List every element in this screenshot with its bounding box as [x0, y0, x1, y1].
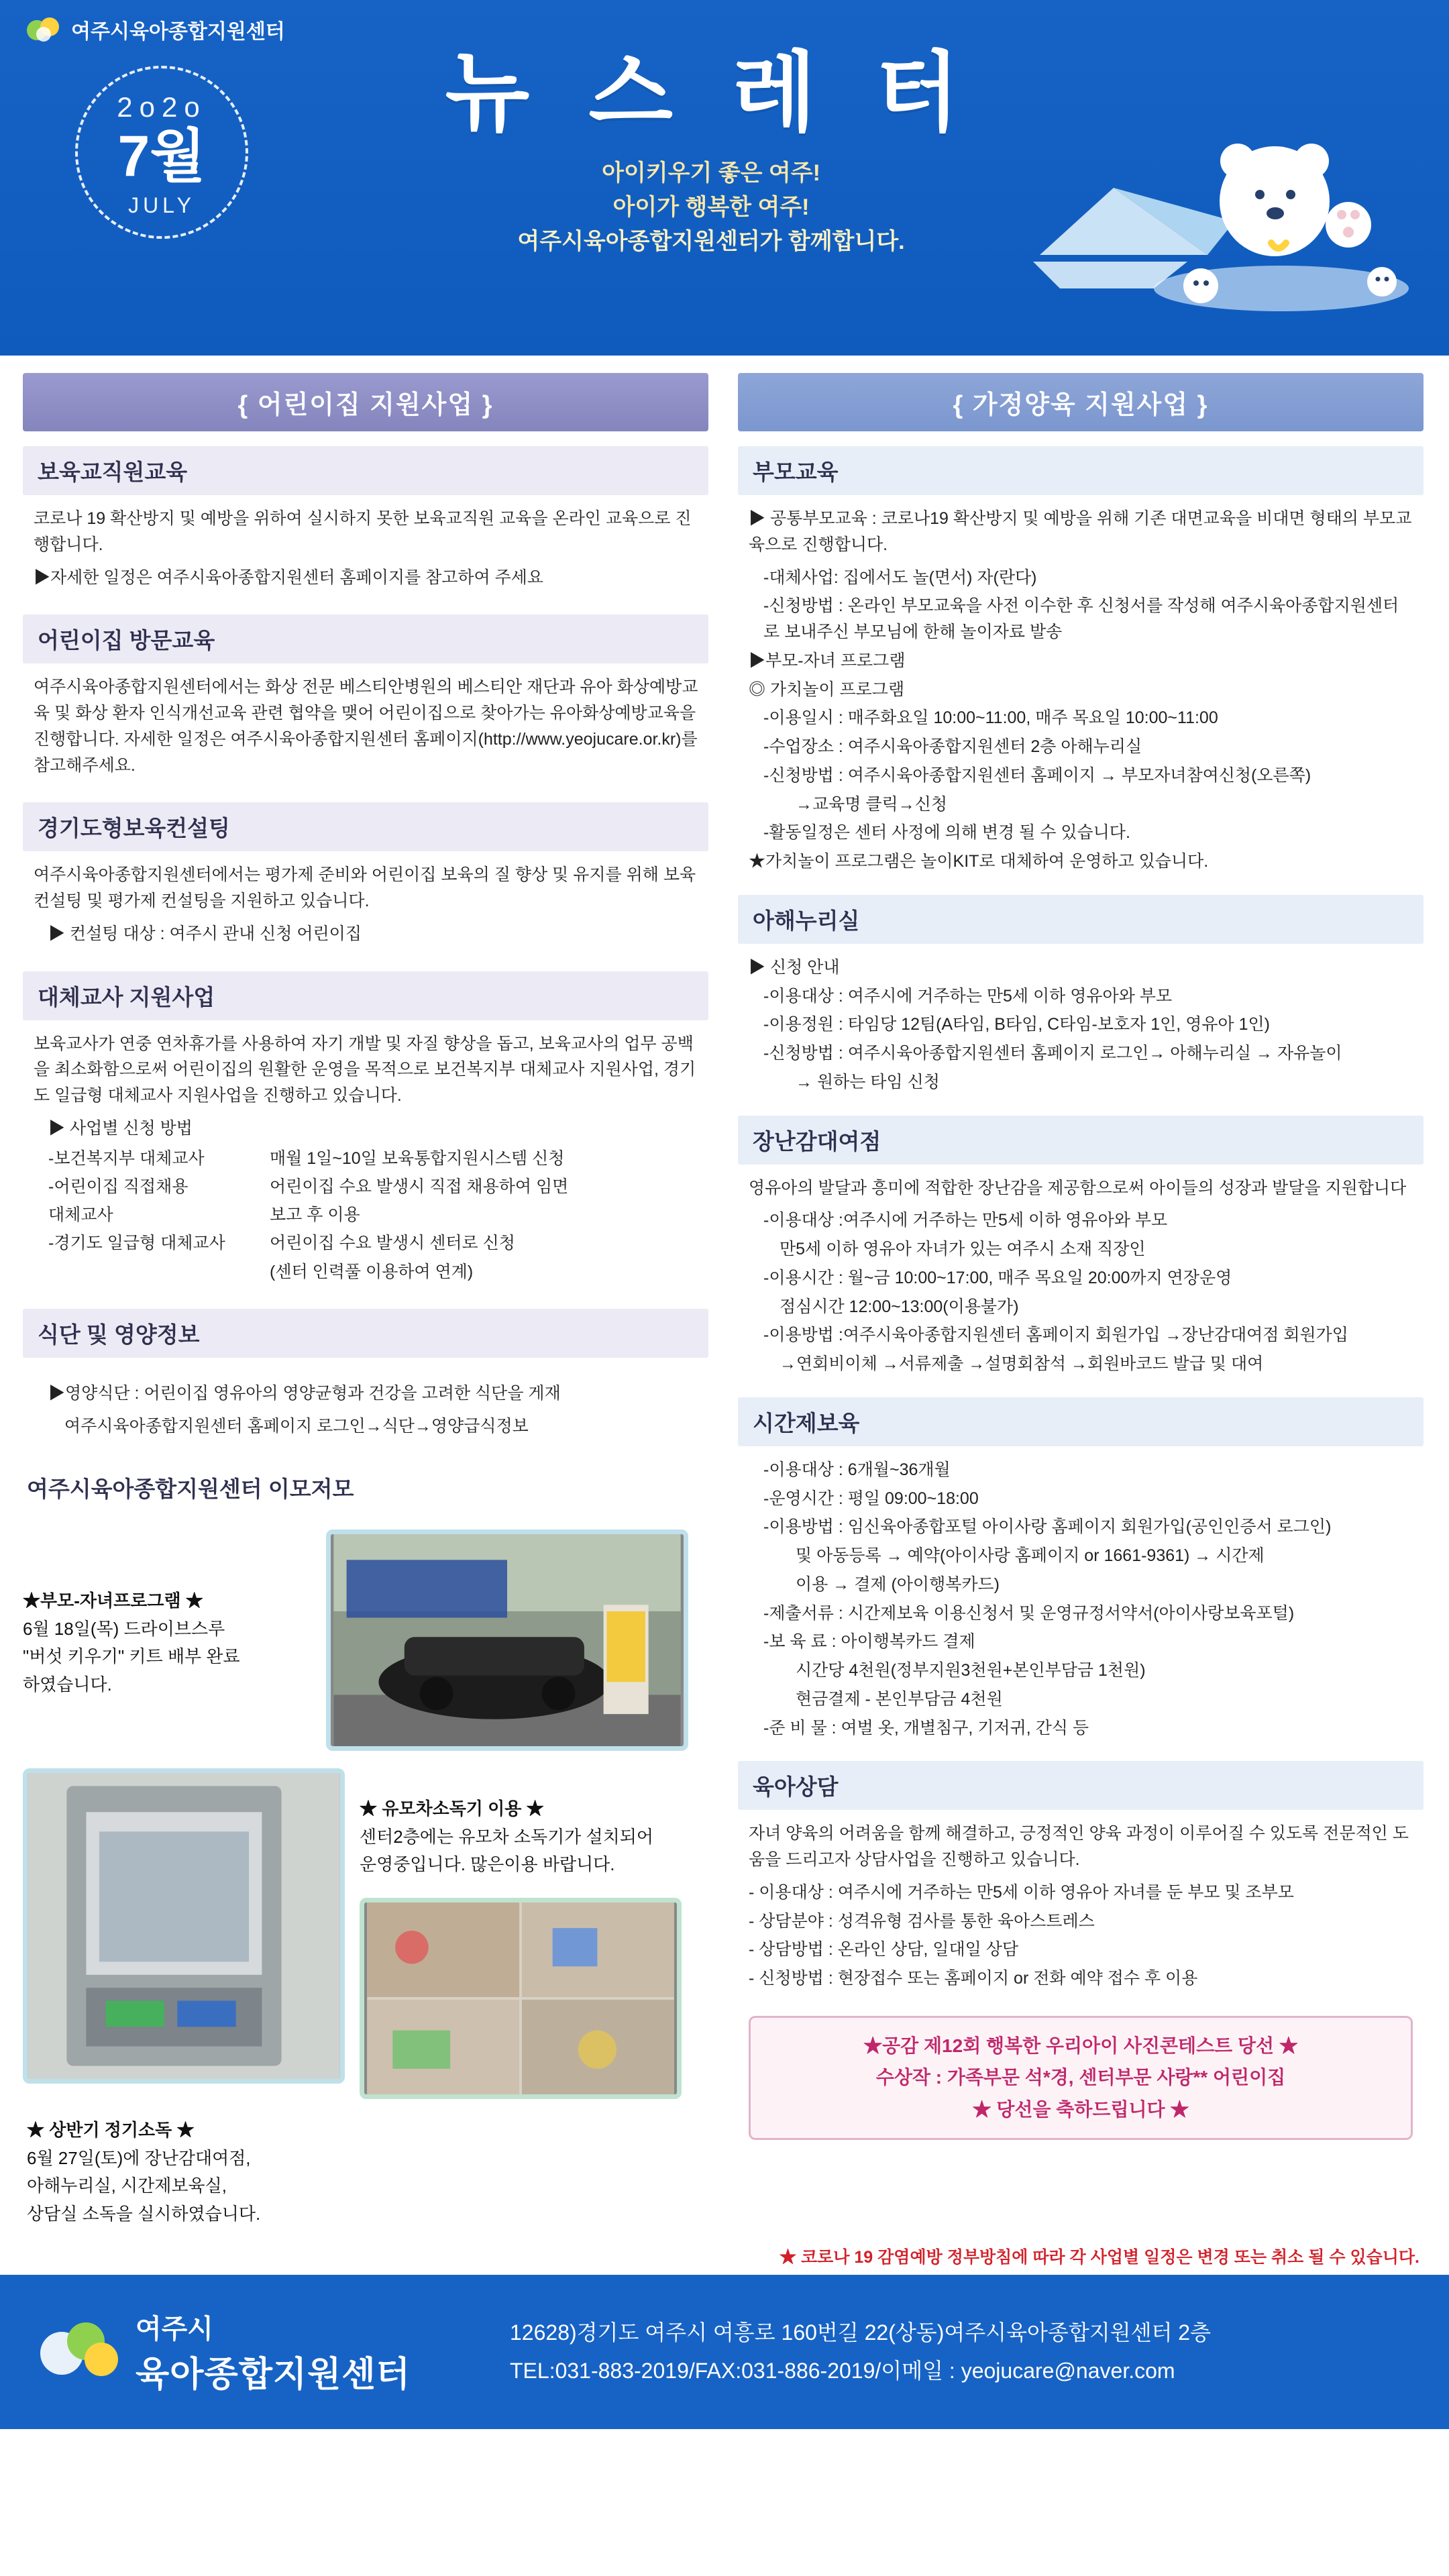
- section-body-ahae-nuri-room: [738, 944, 1424, 1101]
- section-title-meal-info: 식단 및 영양정보: [23, 1309, 708, 1358]
- text-line: → 원하는 타임 신청: [796, 1072, 940, 1091]
- note-line: 6월 18일(목) 드라이브스루: [23, 1618, 225, 1639]
- footer-logo: [40, 2308, 483, 2396]
- badge-month-en: JULY: [128, 193, 195, 217]
- stroller-sterilizer-photo: [23, 1768, 345, 2084]
- table-cell-value: 매월 1일~10일 보육통합지원시스템 신청: [270, 1148, 565, 1168]
- substitute-teacher-table: [48, 1144, 568, 1286]
- text-line: -이용정원 : 타임당 12팀(A타임, B타임, C타임-보호자 1인, 영유아 1인): [763, 1015, 1270, 1034]
- text-line: -신청방법 : 여주시육아종합지원센터 홈페이지 → 부모자녀참여신청(오른쪽): [763, 765, 1311, 785]
- badge-month: 7월: [117, 124, 206, 189]
- section-title-consulting: 경기도형보육컨설팅: [23, 802, 708, 851]
- section-body-hourly-childcare: [738, 1446, 1424, 1747]
- photo-contest-notice: [749, 2016, 1413, 2140]
- footer-address: 12628)경기도 여주시 여흥로 160번길 22(상동)여주시육아종합지원센터 2층: [510, 2320, 1211, 2345]
- covid-footnote: ★ 코로나 19 감염예방 정부방침에 따라 각 사업별 일정은 변경 또는 취소 될 수 있습니다.: [780, 2248, 1419, 2267]
- text-line: -이용대상 : 6개월~36개월: [763, 1460, 951, 1479]
- text-line: - 신청방법 : 현장접수 또는 홈페이지 or 전화 예약 접수 후 이용: [749, 1969, 1198, 1988]
- note-title: ★ 상반기 정기소독 ★: [27, 2120, 195, 2141]
- text-line: ▶ 신청 안내: [749, 957, 840, 977]
- content-area: [0, 356, 1449, 2235]
- text-line: - 상담방법 : 온라인 상담, 일대일 상담: [749, 1940, 1018, 1960]
- text-line: -이용방법 :여주시육아종합지원센터 홈페이지 회원가입 →장난감대여점 회원가입: [763, 1326, 1348, 1345]
- text-line: -활동일정은 센터 사정에 의해 변경 될 수 있습니다.: [763, 823, 1130, 843]
- footer-contact-info: [510, 2314, 1211, 2391]
- text-line: 여주시육아종합지원센터 홈페이지 로그인→식단→영양급식정보: [64, 1416, 529, 1436]
- text-line: ◎ 가치놀이 프로그램: [749, 680, 905, 699]
- center-news-media-row-2: [23, 1768, 708, 2099]
- note-stroller-sterilizer: [360, 1795, 695, 1879]
- text-line: ★가치놀이 프로그램은 놀이KIT로 대체하여 운영하고 있습니다.: [749, 852, 1209, 871]
- note-parent-child-program: [23, 1587, 311, 1699]
- note-regular-disinfection: [27, 2116, 708, 2228]
- section-title-parenting-counseling: 육아상담: [738, 1761, 1424, 1810]
- center-logo-icon: [27, 16, 62, 43]
- text-line: 시간당 4천원(정부지원3천원+본인부담금 1천원): [796, 1661, 1146, 1680]
- section-title-substitute-teacher: 대체교사 지원사업: [23, 971, 708, 1020]
- table-cell-key: [48, 1258, 270, 1286]
- text-line: 영유아의 발달과 흥미에 적합한 장난감을 제공함으로써 아이들의 성장과 발달을 지원합니다: [749, 1178, 1407, 1197]
- table-row: [48, 1173, 568, 1201]
- note-title: ★부모-자녀프로그램 ★: [23, 1591, 203, 1611]
- table-row: [48, 1229, 568, 1257]
- text-line: 여주시육아종합지원센터에서는 평가제 준비와 어린이집 보육의 질 향상 및 유지를 위해 보육컨설팅 및 평가제 컨설팅을 지원하고 있습니다.: [34, 865, 696, 910]
- page-title: 뉴 스 레 터: [445, 44, 977, 142]
- text-line: -신청방법 : 여주시육아종합지원센터 홈페이지 로그인→ 아해누리실 → 자유놀이: [763, 1044, 1342, 1063]
- text-line: 보육교사가 연중 연차휴가를 사용하여 자기 개발 및 자질 향상을 돕고, 보육교사의 업무 공백을 최소화함으로써 어린이집의 원활한 운영을 목적으로 보건복지부 대체교사 지원사업, 경기도 일급형 대체교사 지원사업을 진행하고 있습니다.: [34, 1034, 696, 1105]
- table-cell-key: -보건복지부 대체교사: [48, 1148, 205, 1168]
- slogan-line-3: 여주시육아종합지원센터가 함께합니다.: [517, 228, 905, 254]
- badge-year: 2o2o: [117, 91, 207, 123]
- drive-thru-photo: [326, 1529, 688, 1751]
- text-line: -보 육 료 : 아이행복카드 결제: [763, 1632, 975, 1652]
- text-line: 자녀 양육의 어려움을 함께 해결하고, 긍정적인 양육 과정이 이루어질 수 있도록 전문적인 도움을 드리고자 상담사업을 진행하고 있습니다.: [749, 1824, 1409, 1869]
- text-line: ▶영양식단 : 어린이집 영유아의 영양균형과 건강을 고려한 식단을 게재: [48, 1383, 561, 1403]
- text-line: 코로나 19 확산방지 및 예방을 위하여 실시하지 못한 보육교직원 교육을 온라인 교육으로 진행합니다.: [34, 509, 692, 554]
- section-body-consulting: [23, 851, 708, 956]
- page-footer: [0, 2275, 1449, 2429]
- footer-contact: TEL:031-883-2019/FAX:031-886-2019/이메일 : yeojucare@naver.com: [510, 2359, 1175, 2383]
- title-block: [376, 44, 1046, 259]
- text-line: -이용대상 : 여주시에 거주하는 만5세 이하 영유아와 부모: [763, 986, 1173, 1006]
- section-title-toy-library: 장난감대여점: [738, 1116, 1424, 1165]
- section-title-hourly-childcare: 시간제보육: [738, 1397, 1424, 1446]
- note-line: 운영중입니다. 많은이용 바랍니다.: [360, 1854, 615, 1875]
- table-row: [48, 1258, 568, 1286]
- section-body-meal-info: [23, 1358, 708, 1449]
- contest-line: ★ 당선을 축하드립니다 ★: [972, 2098, 1189, 2120]
- section-body-visit-education: [23, 663, 708, 788]
- table-cell-value: 보고 후 이용: [270, 1205, 360, 1224]
- table-cell-value: 어린이집 수요 발생시 센터로 신청: [270, 1234, 515, 1253]
- section-title-parent-education: 부모교육: [738, 446, 1424, 495]
- text-line: →연회비이체 →서류제출 →설명회참석 →회원바코드 발급 및 대여: [780, 1354, 1264, 1373]
- left-column-header: { 어린이집 지원사업 }: [23, 373, 708, 431]
- text-line: 이용 → 결제 (아이행복카드): [796, 1574, 1000, 1594]
- footer-org-line-1: 여주시: [136, 2314, 213, 2345]
- table-row: [48, 1144, 568, 1173]
- polar-bear-illustration: [1033, 87, 1409, 315]
- section-title-center-news: 여주시육아종합지원센터 이모저모: [27, 1477, 354, 1502]
- brand: [27, 15, 285, 44]
- section-title-visit-education: 어린이집 방문교육: [23, 614, 708, 663]
- text-line: - 이용대상 : 여주시에 거주하는 만5세 이하 영유아 자녀를 둔 부모 및 조부모: [749, 1882, 1294, 1902]
- text-line: -준 비 물 : 여벌 옷, 개별침구, 기저귀, 간식 등: [763, 1718, 1089, 1737]
- section-title-teacher-training: 보육교직원교육: [23, 446, 708, 495]
- section-body-parent-education: [738, 495, 1424, 880]
- left-column: [23, 373, 723, 2228]
- text-line: ▶ 공통부모교육 : 코로나19 확산방지 및 예방을 위해 기존 대면교육을 비대면 형태의 부모교육으로 진행합니다.: [749, 509, 1412, 554]
- right-column-header: { 가정양육 지원사업 }: [738, 373, 1424, 431]
- slogan-line-2: 아이가 행복한 여주!: [612, 194, 810, 220]
- text-line: 현금결제 - 본인부담금 4천원: [796, 1689, 1003, 1709]
- text-line: -이용방법 : 임신육아종합포털 아이사랑 홈페이지 회원가입(공인인증서 로그인): [763, 1517, 1332, 1537]
- text-line: -수업장소 : 여주시육아종합지원센터 2층 아해누리실: [763, 737, 1142, 756]
- table-cell-key: -경기도 일급형 대체교사: [48, 1234, 225, 1253]
- page-header: [0, 0, 1449, 356]
- text-line: 점심시간 12:00~13:00(이용불가): [780, 1297, 1019, 1316]
- text-line: -이용시간 : 월~금 10:00~17:00, 매주 목요일 20:00까지 연장운영: [763, 1268, 1232, 1287]
- contest-line: 수상작 : 가족부문 석*경, 센터부문 사랑** 어린이집: [875, 2067, 1286, 2088]
- center-logo-icon: [40, 2320, 121, 2384]
- table-row: [48, 1201, 568, 1229]
- note-line: 센터2층에는 유모차 소독기가 설치되어: [360, 1826, 653, 1847]
- note-line: "버섯 키우기" 키트 배부 완료: [23, 1646, 240, 1667]
- text-line: -대체사업: 집에서도 놀(면서) 자(란다): [763, 568, 1037, 587]
- text-line: →교육명 클릭→신청: [796, 794, 947, 814]
- section-body-substitute-teacher: [23, 1020, 708, 1289]
- text-line: 만5세 이하 영유아 자녀가 있는 여주시 소재 직장인: [780, 1240, 1146, 1258]
- text-line: - 상담분야 : 성격유형 검사를 통한 육아스트레스: [749, 1911, 1095, 1931]
- text-line: -운영시간 : 평일 09:00~18:00: [763, 1489, 979, 1508]
- section-body-parenting-counseling: [738, 1810, 1424, 1997]
- text-line: ▶부모-자녀 프로그램: [749, 651, 906, 670]
- text-line: ▶ 사업별 신청 방법: [48, 1118, 193, 1138]
- table-cell-key: -어린이집 직접채용: [48, 1177, 189, 1196]
- table-cell-key: 대체교사: [48, 1205, 113, 1224]
- text-line: -제출서류 : 시간제보육 이용신청서 및 운영규정서약서(아이사랑보육포털): [763, 1603, 1295, 1623]
- text-line: ▶자세한 일정은 여주시육아종합지원센터 홈페이지를 참고하여 주세요: [34, 568, 544, 587]
- date-badge: [75, 66, 248, 239]
- text-line: -이용일시 : 매주화요일 10:00~11:00, 매주 목요일 10:00~11:00: [763, 708, 1218, 728]
- text-line: 및 아동등록 → 예약(아이사랑 홈페이지 or 1661-9361) → 시간제: [796, 1546, 1265, 1565]
- slogan: [376, 156, 1046, 259]
- footer-org-line-2: 육아종합지원센터: [136, 2355, 411, 2395]
- note-line: 하였습니다.: [23, 1674, 112, 1695]
- note-line: 6월 27일(토)에 장난감대여점,: [27, 2147, 251, 2168]
- section-body-toy-library: [738, 1165, 1424, 1383]
- text-line: -이용대상 :여주시에 거주하는 만5세 이하 영유아와 부모: [763, 1211, 1168, 1230]
- section-body-teacher-training: [23, 495, 708, 600]
- slogan-line-1: 아이키우기 좋은 여주!: [602, 160, 820, 186]
- toy-library-photo-grid: [360, 1898, 682, 2099]
- note-title: ★ 유모차소독기 이용 ★: [360, 1799, 544, 1819]
- contest-line: ★공감 제12회 행복한 우리아이 사진콘테스트 당선 ★: [863, 2035, 1298, 2056]
- text-line: ▶ 컨설팅 대상 : 여주시 관내 신청 어린이집: [48, 924, 362, 943]
- right-column: [723, 373, 1424, 2140]
- section-title-ahae-nuri-room: 아해누리실: [738, 895, 1424, 944]
- center-news-media-row-1: [23, 1529, 708, 1751]
- note-line: 상담실 소독을 실시하였습니다.: [27, 2203, 261, 2224]
- note-line: 아해누리실, 시간제보육실,: [27, 2176, 227, 2196]
- text-line: -신청방법 : 온라인 부모교육을 사전 이수한 후 신청서를 작성해 여주시육아종합지원센터로 보내주신 부모님에 한해 놀이자료 발송: [763, 596, 1399, 641]
- brand-label: 여주시육아종합지원센터: [71, 21, 285, 43]
- text-line: 여주시육아종합지원센터에서는 화상 전문 베스티안병원의 베스티안 재단과 유아 화상예방교육 및 화상 환자 인식개선교육 관련 협약을 맺어 어린이집으로 찾아가는 유아화상예방교육을 진행합니다. 자세한 일정은 여주시육아종합지원센터 홈페이지(http://www.yeojucare.or.kr)를 참고해주세요.: [34, 678, 698, 775]
- table-cell-value: (센터 인력풀 이용하여 연계): [270, 1262, 474, 1281]
- table-cell-value: 어린이집 수요 발생시 직접 채용하여 임면: [270, 1177, 569, 1196]
